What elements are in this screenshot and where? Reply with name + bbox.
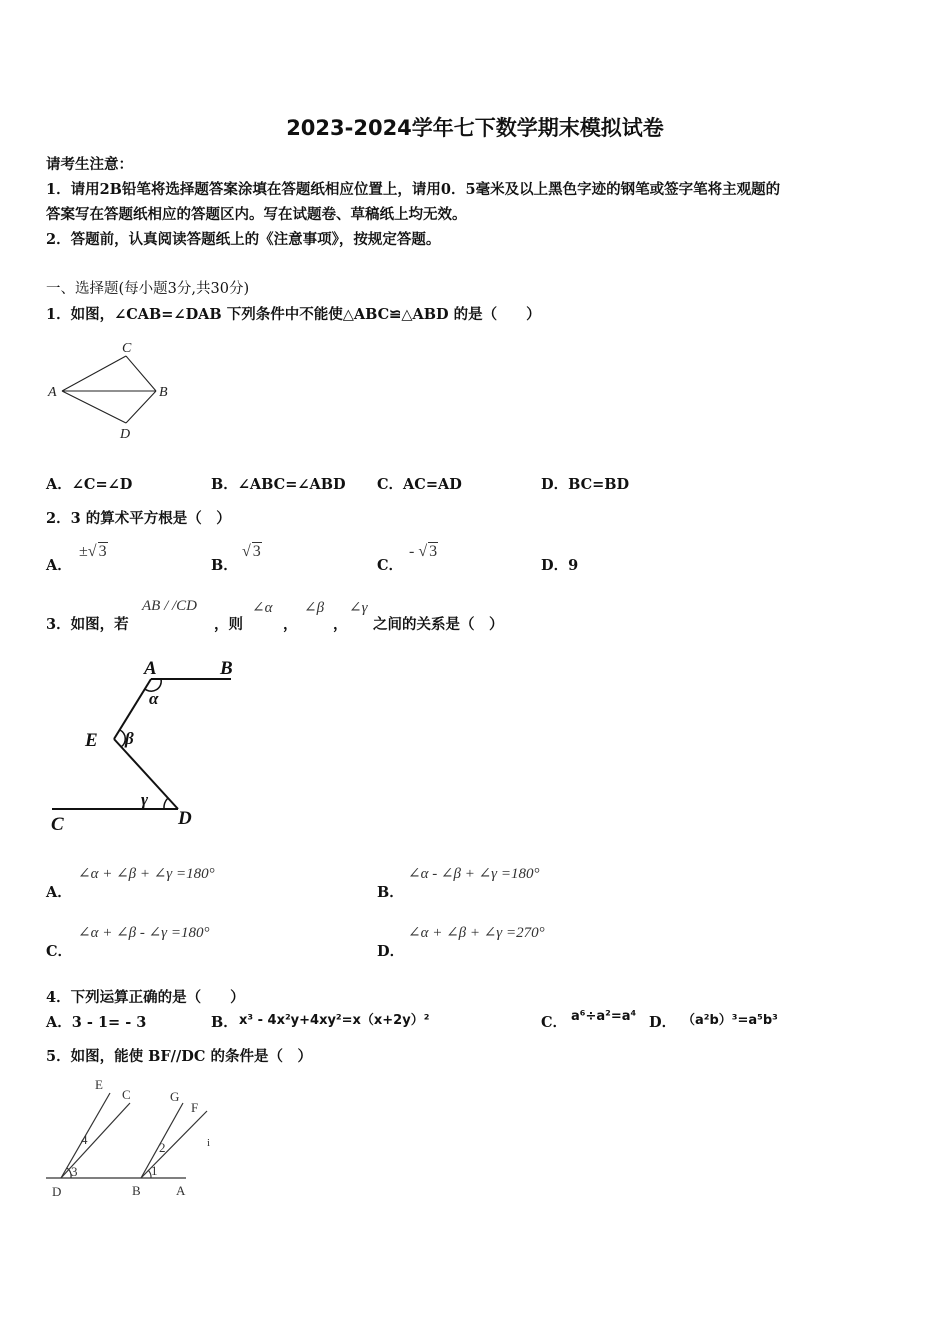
q3-option-d-math: ∠α + ∠β + ∠γ =270°	[408, 925, 545, 941]
q5-label-4: 4	[81, 1132, 88, 1147]
notice-line-3: 2．答题前，认真阅读答题纸上的《注意事项》，按规定答题。	[46, 231, 441, 248]
notice-line-1: 1．请用2B铅笔将选择题答案涂填在答题纸相应位置上，请用0．5毫米及以上黑色字迹的钢笔或签字笔将主观题的	[46, 181, 781, 198]
q1-option-a: A．∠C=∠D	[46, 476, 133, 493]
q4-option-b: x³ - 4x²y+4xy²=x（x+2y）²	[239, 1013, 430, 1028]
q5-label-1: 1	[151, 1163, 158, 1178]
q5-label-i: i	[207, 1137, 211, 1149]
q3-option-c-label: C．	[46, 943, 73, 960]
q1-stem: 1．如图，∠CAB=∠DAB 下列条件中不能使△ABC≌△ABD 的是（ ）	[46, 306, 541, 323]
q3-comma-2: ，	[333, 616, 348, 633]
q4-option-a: A．3 - 1= - 3	[46, 1014, 147, 1031]
q3-figure	[46, 652, 256, 837]
q3-option-a-math: ∠α + ∠β + ∠γ =180°	[78, 866, 215, 882]
q3-option-d-label: D．	[377, 943, 405, 960]
q2-option-a-value: ±√ 3	[79, 543, 107, 560]
q3-label-alpha: α	[149, 689, 159, 708]
notice-heading: 请考生注意：	[46, 156, 133, 173]
q2-option-b-value: √ 3	[242, 543, 261, 560]
q2-option-d: D．9	[541, 557, 579, 574]
q3-label-a: A	[144, 658, 157, 679]
q4-option-d: （a²b）³=a⁵b³	[682, 1013, 778, 1028]
q3-label-d: D	[178, 808, 192, 829]
notice-line-2: 答案写在答题纸相应的答题区内。写在试题卷、草稿纸上均无效。	[46, 206, 467, 223]
q1-label-d: D	[120, 427, 131, 442]
q3-math-parallel: AB / /CD	[142, 598, 197, 614]
q3-stem-mid: ，则	[214, 616, 243, 633]
q3-option-b-label: B．	[377, 884, 404, 901]
q4-option-c: a⁶÷a²=a⁴	[571, 1009, 637, 1024]
q5-label-f: F	[191, 1100, 199, 1115]
q2-option-a-label: A．	[46, 557, 72, 574]
q3-option-a-label: A．	[46, 884, 72, 901]
q3-comma-1: ，	[283, 616, 298, 633]
q2-option-c-value: - √ 3	[409, 543, 438, 560]
q2-option-b-label: B．	[211, 557, 238, 574]
q3-label-e: E	[85, 730, 98, 751]
q4-option-d-label: D．	[649, 1014, 677, 1031]
q5-label-2: 2	[159, 1140, 166, 1155]
q5-label-c: C	[122, 1087, 131, 1102]
q5-label-3: 3	[71, 1164, 78, 1179]
q5-label-e: E	[95, 1077, 103, 1092]
q1-option-c: C．AC=AD	[377, 476, 462, 493]
q4-option-c-label: C．	[541, 1014, 568, 1031]
q3-label-c: C	[51, 814, 64, 835]
q5-label-d: D	[52, 1184, 62, 1199]
q1-figure	[44, 338, 179, 443]
q1-label-a: A	[48, 385, 57, 400]
q3-label-gamma: γ	[141, 790, 149, 809]
q3-angle-beta: ∠β	[304, 600, 325, 616]
q3-angle-alpha: ∠α	[252, 600, 273, 616]
q1-label-b: B	[159, 385, 168, 400]
q5-label-g: G	[170, 1089, 180, 1104]
q5-figure	[44, 1075, 224, 1205]
q2-option-c-label: C．	[377, 557, 404, 574]
q1-option-b: B．∠ABC=∠ABD	[211, 476, 346, 493]
q3-option-b-math: ∠α - ∠β + ∠γ =180°	[408, 866, 540, 882]
q5-label-a: A	[176, 1183, 186, 1198]
q3-stem-suffix: 之间的关系是（ ）	[373, 616, 504, 633]
q3-angle-gamma: ∠γ	[349, 600, 368, 616]
q1-option-d: D．BC=BD	[541, 476, 630, 493]
q3-label-b: B	[220, 658, 233, 679]
q5-stem: 5．如图，能使 BF//DC 的条件是（ ）	[46, 1048, 312, 1065]
q4-stem: 4．下列运算正确的是（ ）	[46, 989, 245, 1006]
page-title: 2023-2024学年七下数学期末模拟试卷	[286, 116, 664, 140]
q3-option-c-math: ∠α + ∠β - ∠γ =180°	[78, 925, 210, 941]
q5-label-b: B	[132, 1183, 141, 1198]
q2-stem: 2．3 的算术平方根是（ ）	[46, 510, 231, 527]
q3-stem-prefix: 3．如图，若	[46, 616, 129, 633]
q4-option-b-label: B．	[211, 1014, 238, 1031]
section-heading: 一、选择题(每小题3分,共30分)	[46, 281, 250, 297]
q3-label-beta: β	[125, 729, 134, 748]
q1-label-c: C	[122, 341, 132, 356]
